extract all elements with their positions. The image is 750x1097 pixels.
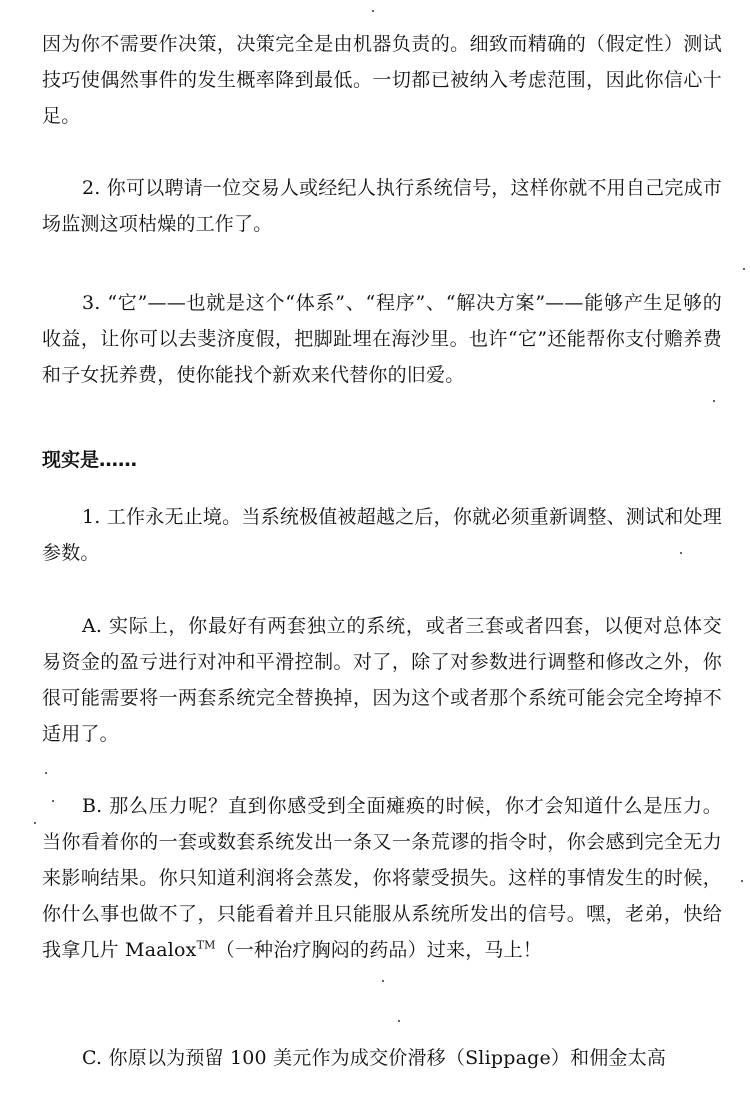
scan-speck	[52, 800, 54, 802]
scan-speck	[45, 772, 47, 774]
scan-speck	[382, 980, 384, 982]
scan-speck	[372, 10, 374, 12]
scan-speck	[743, 268, 745, 270]
paragraph-reality-1: 1. 工作永无止境。当系统极值被超越之后，你就必须重新调整、测试和处理参数。	[42, 506, 722, 564]
scan-speck	[741, 880, 743, 882]
paragraph-b-end: （一种治疗胸闷的药品）过来，马上！	[215, 939, 543, 961]
paragraph-b-main: B. 那么压力呢？直到你感受到全面瘫痪的时候，你才会知道什么是压力。当你看着你的一套或数套系统发出一条又一条荒谬的指令时，你会感到完全无力来影响结果。你只知道利润将会蒸发，你将蒙受损失。这样的事情发生的时候，你什么事也做不了，只能看着并且只能服从系统所发出的信号。嘿，老弟，快给我拿几片 Maalox	[42, 795, 722, 961]
scan-speck	[713, 400, 715, 402]
paragraph-reality-c: C. 你原以为预留 100 美元作为成交价滑移（Slippage）和佣金太高	[82, 1047, 667, 1069]
paragraph-reality-a: A. 实际上，你最好有两套独立的系统，或者三套或者四套，以便对总体交易资金的盈亏进行对冲和平滑控制。对了，除了对参数进行调整和修改之外，你很可能需要将一两套系统完全替换掉，因为这个或者那个系统可能会完全垮掉不适用了。	[42, 615, 722, 745]
paragraph-reality-b	[42, 788, 722, 968]
scan-speck	[680, 552, 682, 554]
paragraph-item-2: 2. 你可以聘请一位交易人或经纪人执行系统信号，这样你就不用自己完成市场监测这项枯燥的工作了。	[42, 177, 722, 235]
paragraph-continuation: 因为你不需要作决策，决策完全是由机器负责的。细致而精确的（假定性）测试技巧使偶然事件的发生概率降到最低。一切都已被纳入考虑范围，因此你信心十足。	[42, 33, 722, 127]
section-heading: 现实是……	[42, 449, 138, 471]
scan-speck	[34, 822, 36, 824]
paragraph-item-3: 3. “它”——也就是这个“体系”、“程序”、“解决方案”——能够产生足够的收益，让你可以去斐济度假，把脚趾埋在海沙里。也许“它”还能帮你支付赡养费和子女抚养费，使你能找个新欢来代替你的旧爱。	[42, 292, 722, 386]
scan-speck	[398, 1020, 400, 1022]
trademark-mark: TM	[196, 938, 216, 952]
